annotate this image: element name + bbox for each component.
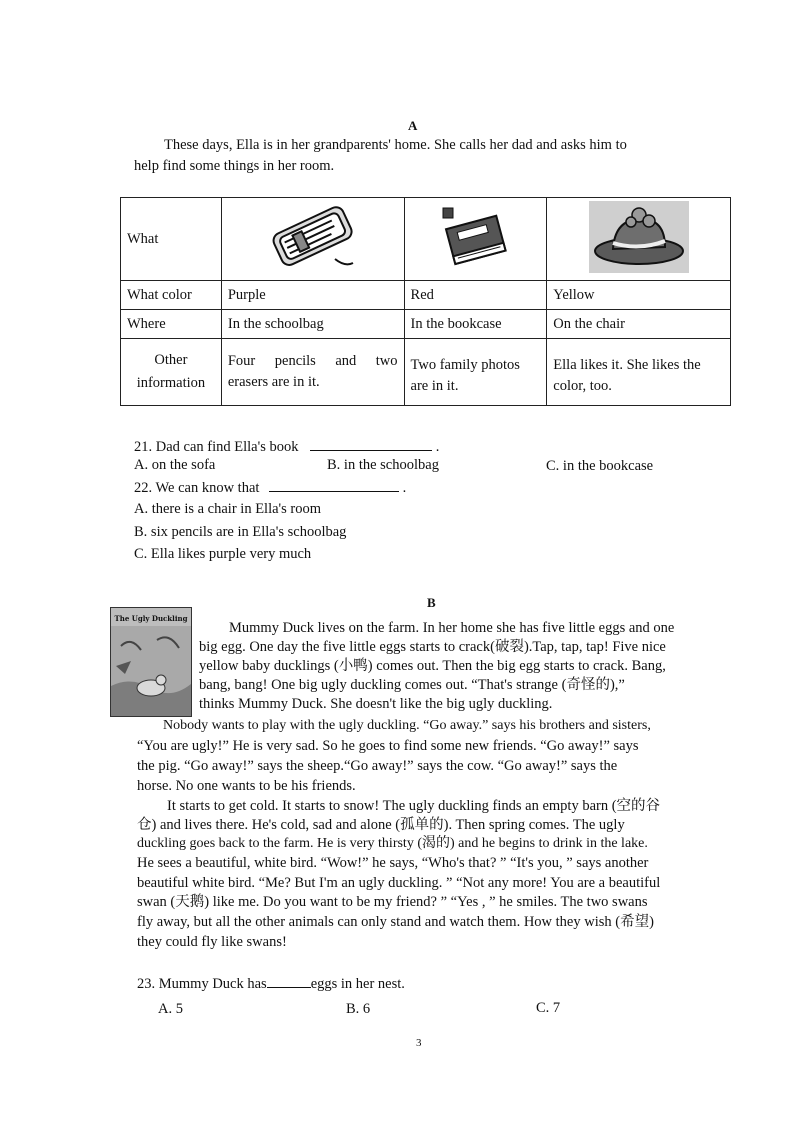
story-line-11: 仓) and lives there. He's cold, sad and alone (孤单的). Then spring comes. The ugly	[137, 817, 625, 833]
story-line-4: bang, bang! One big ugly duckling comes out. “That's strange (奇怪的),”	[199, 677, 625, 693]
label-what: What	[121, 198, 222, 281]
q21-option-c: C. in the bookcase	[546, 458, 654, 474]
other-book-line1: Two family photos	[410, 357, 520, 373]
q22-option-b: B. six pencils are in Ella's schoolbag	[134, 524, 347, 540]
question-23	[137, 973, 405, 994]
question-22-end: .	[402, 480, 407, 496]
question-21	[134, 436, 439, 457]
label-other-line2: information	[136, 375, 206, 391]
color-hat: Yellow	[547, 281, 731, 310]
other-pencil-case-line1: Four pencils and two	[227, 353, 398, 369]
q21-option-b: B. in the schoolbag	[327, 457, 439, 473]
story-line-17: they could fly like swans!	[137, 934, 287, 950]
ugly-duckling-book-cover	[110, 607, 192, 717]
story-line-9: horse. No one wants to be his friends.	[137, 778, 356, 794]
book-cell	[404, 198, 547, 281]
where-book: In the bookcase	[404, 310, 547, 339]
question-21-stem: Dad can find Ella's book	[155, 439, 299, 455]
story-line-6: Nobody wants to play with the ugly duckling. “Go away.” says his brothers and sisters,	[163, 718, 651, 733]
question-22-number: 22.	[134, 480, 153, 496]
story-line-15: swan (天鹅) like me. Do you want to be my friend? ” “Yes , ” he smiles. The two swans	[137, 894, 648, 910]
answer-blank-22[interactable]	[269, 477, 399, 492]
duckling-illustration-icon	[111, 626, 191, 716]
story-line-2: big egg. One day the five little eggs starts to crack(破裂).Tap, tap, tap! Five nice	[199, 639, 666, 655]
page-number: 3	[416, 1037, 422, 1049]
story-line-16: fly away, but all the other animals can only stand and watch them. How they wish (希望)	[137, 914, 654, 930]
pencil-case-icon	[265, 201, 361, 273]
label-other-line1: Other	[154, 352, 188, 368]
answer-blank-23[interactable]	[267, 973, 311, 988]
other-hat-line2: color, too.	[553, 378, 612, 394]
label-other	[121, 339, 222, 406]
book-icon	[435, 202, 515, 272]
question-22-stem: We can know that	[155, 480, 260, 496]
intro-line-2: help find some things in her room.	[134, 158, 335, 174]
where-hat: On the chair	[547, 310, 731, 339]
book-cover-title: The Ugly Duckling	[114, 614, 188, 623]
other-hat	[547, 339, 731, 406]
section-a-title: A	[408, 118, 418, 133]
intro-line-1: These days, Ella is in her grandparents' home. She calls her dad and asks him to	[164, 137, 627, 153]
story-line-8: the pig. “Go away!” says the sheep.“Go away!” says the cow. “Go away!” says the	[137, 758, 618, 774]
color-pencil-case: Purple	[221, 281, 404, 310]
question-22	[134, 477, 406, 498]
q22-option-c: C. Ella likes purple very much	[134, 546, 312, 562]
label-where: Where	[121, 310, 222, 339]
story-line-7: “You are ugly!” He is very sad. So he goes to find some new friends. “Go away!” says	[137, 738, 639, 754]
label-color: What color	[121, 281, 222, 310]
pencil-case-cell	[221, 198, 404, 281]
q23-option-c: C. 7	[536, 1000, 561, 1016]
other-book	[404, 339, 547, 406]
section-b-title: B	[427, 595, 436, 610]
other-pencil-case	[221, 339, 404, 406]
q23-option-a: A. 5	[158, 1001, 183, 1017]
story-line-14: beautiful white bird. “Me? But I'm an ugly duckling. ” “Not any more! You are a beautiful	[137, 875, 661, 891]
question-23-stem-before: Mummy Duck has	[158, 976, 267, 992]
q23-option-b: B. 6	[346, 1001, 371, 1017]
story-line-1: Mummy Duck lives on the farm. In her home she has five little eggs and one	[229, 620, 675, 636]
question-23-stem-after: eggs in her nest.	[310, 976, 405, 992]
answer-blank-21[interactable]	[310, 436, 432, 451]
story-line-10: It starts to get cold. It starts to snow! The ugly duckling finds an empty barn (空的谷	[167, 798, 661, 814]
other-book-line2: are in it.	[410, 378, 459, 394]
story-line-12: duckling goes back to the farm. He is very thirsty (渴的) and he begins to drink in the lake.	[137, 836, 648, 851]
question-21-end: .	[435, 439, 440, 455]
hat-cell	[547, 198, 731, 281]
where-pencil-case: In the schoolbag	[221, 310, 404, 339]
story-line-5: thinks Mummy Duck. She doesn't like the big ugly duckling.	[199, 696, 553, 712]
items-table	[120, 197, 731, 406]
q22-option-a: A. there is a chair in Ella's room	[134, 501, 322, 517]
color-book: Red	[404, 281, 547, 310]
hat-icon	[589, 201, 689, 273]
q21-option-a: A. on the sofa	[134, 457, 216, 473]
question-23-number: 23.	[137, 976, 156, 992]
story-line-13: He sees a beautiful, white bird. “Wow!” he says, “Who's that? ” “It's you, ” says another	[137, 855, 649, 871]
other-hat-line1: Ella likes it. She likes the	[553, 357, 701, 373]
question-21-number: 21.	[134, 439, 153, 455]
other-pencil-case-line2: erasers are in it.	[227, 374, 320, 390]
story-line-3: yellow baby ducklings (小鸭) comes out. Then the big egg starts to crack. Bang,	[199, 658, 666, 674]
